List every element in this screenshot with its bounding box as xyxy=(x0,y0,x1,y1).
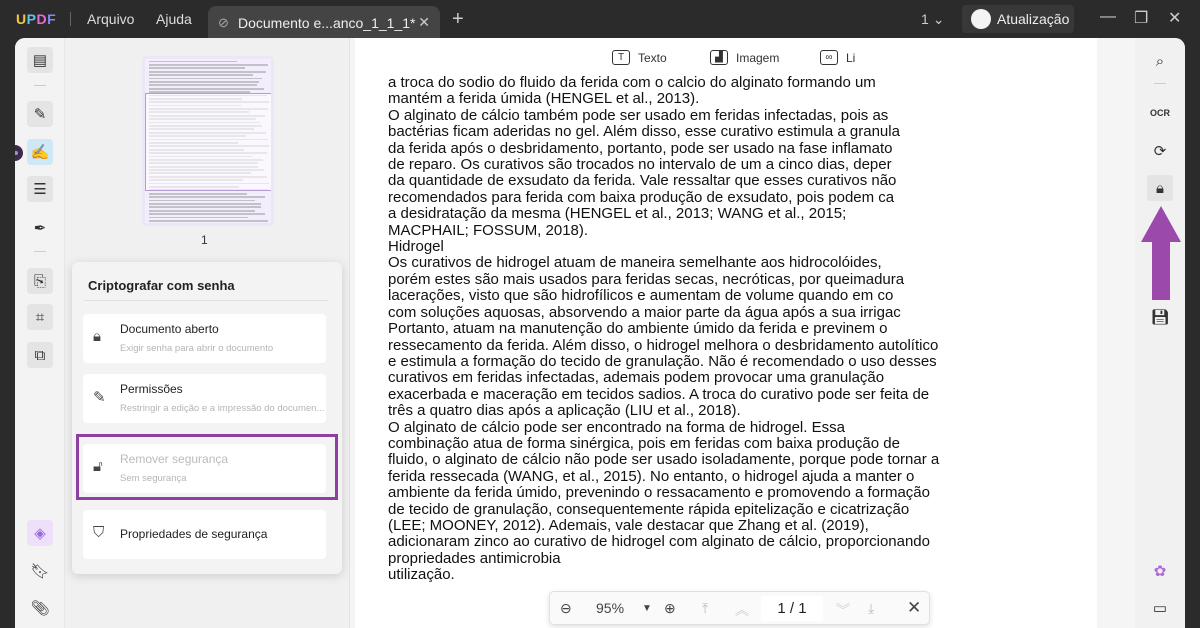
text-line: a desidratação da mesma (HENGEL et al., 2013; WANG et al., 2015; xyxy=(388,205,847,223)
thumbnail-text-line xyxy=(149,71,266,73)
first-page-icon[interactable]: ⤒ xyxy=(702,600,709,616)
divider xyxy=(34,85,46,86)
sign-icon[interactable]: ✒ xyxy=(33,220,47,237)
shield-icon: ⛉ xyxy=(93,524,105,541)
protect-icon[interactable]: 🔒︎ xyxy=(1147,175,1173,201)
option-title: Documento aberto xyxy=(120,322,219,336)
text-line: de tecido de granulação, consequentemente rápida epitelização e cicatrização xyxy=(388,500,910,518)
text-line: Hidrogel xyxy=(388,238,444,256)
text-line: mantém a ferida úmida (HENGEL et al., 2013). xyxy=(388,90,700,108)
text-line: da ferida após o desbridamento, portanto, pode ser usado na fase inflamato xyxy=(388,139,893,157)
close-window-button[interactable]: ✕ xyxy=(1168,10,1182,27)
thumbnail-text-line xyxy=(149,217,248,219)
right-tool-rail xyxy=(1135,38,1185,628)
text-line: utilização. xyxy=(388,566,455,584)
text-line: MACPHAIL; FOSSUM, 2018). xyxy=(388,221,589,239)
zoom-level[interactable]: 95% xyxy=(596,600,625,616)
workspace xyxy=(15,38,1185,628)
close-tab-icon[interactable]: ✕ xyxy=(418,14,430,30)
previous-page-icon[interactable]: ︽ xyxy=(735,602,749,618)
add-image-button[interactable] xyxy=(710,50,779,65)
next-page-icon[interactable]: ︾ xyxy=(836,602,850,618)
thumbnail-text-line xyxy=(149,64,268,66)
text-line: Portanto, atuam na manutenção do ambiente úmido da ferida e previnem o xyxy=(388,320,888,338)
update-button[interactable] xyxy=(962,5,1074,33)
divider xyxy=(70,12,71,26)
option-subtitle: Exigir senha para abrir o documento xyxy=(120,343,274,354)
edit-pdf-icon[interactable]: ✍ xyxy=(27,139,53,165)
link-icon: ∞ xyxy=(820,50,838,65)
image-icon: ▟ xyxy=(710,50,728,65)
thumbnail-text-line xyxy=(149,200,255,202)
divider xyxy=(1154,83,1166,84)
text-label: Texto xyxy=(638,50,667,65)
text-line: ferida ressecada (WANG, et al., 2015). No entanto, o hidrogel ajuda a manter o xyxy=(388,467,915,485)
text-line: recomendados para ferida com baixa produção de exsudato, pois podem ca xyxy=(388,188,895,206)
pdf-page xyxy=(355,38,1097,628)
text-line: da quantidade de exsudato da ferida. Vale ressaltar que esses curativos não xyxy=(388,172,897,190)
ocr-icon[interactable]: OCR xyxy=(1150,108,1170,118)
reader-icon[interactable]: ▤ xyxy=(27,47,53,73)
edit-file-icon: ✎ xyxy=(93,389,106,406)
search-icon[interactable]: ⌕ xyxy=(1155,52,1165,70)
highlighter-icon[interactable]: ✎ xyxy=(27,101,53,127)
add-text-button[interactable] xyxy=(612,50,667,65)
text-line: e estimula a formação do tecido de granulação. Não é recomendado o uso desses xyxy=(388,352,937,370)
zoom-out-icon[interactable]: ⊖ xyxy=(560,600,572,616)
text-line: curativos em feridas infectadas, ademais podem provocar uma granulação xyxy=(388,369,885,387)
new-tab-button[interactable]: + xyxy=(452,8,464,30)
edit-toolbar xyxy=(350,38,1135,72)
update-label: Atualização xyxy=(997,11,1070,27)
thumbnail-text-line xyxy=(149,210,255,212)
text-line: adicionaram zinco ao curativo de hidrogel com alginato de cálcio, proporcionando xyxy=(388,533,930,551)
document-text[interactable] xyxy=(388,75,939,584)
page-number-input[interactable]: 1 / 1 xyxy=(761,596,823,621)
crop-icon[interactable]: ⌗ xyxy=(27,304,53,330)
option-title: Permissões xyxy=(120,382,183,396)
convert-icon[interactable]: ⟳ xyxy=(1153,143,1167,160)
text-line: bactérias ficam aderidas no gel. Além disso, esse curativo estimula a granula xyxy=(388,123,900,141)
thumbnail-text-line xyxy=(149,203,261,205)
left-tool-rail xyxy=(15,38,65,628)
watermark-icon[interactable]: ⧉ xyxy=(27,342,53,368)
thumbnail-text-line xyxy=(149,81,259,83)
restore-button[interactable]: ❐ xyxy=(1134,10,1149,27)
chevron-down-icon: ⌄ xyxy=(932,11,945,27)
close-zoombar-icon[interactable]: ✕ xyxy=(907,598,922,617)
thumbnail-text-line xyxy=(149,196,265,198)
panel-title: Criptografar com senha xyxy=(88,278,235,293)
comment-icon[interactable]: ▭ xyxy=(1152,600,1168,617)
text-line: combinação atua de forma sinérgica, pois em feridas com baixa produção de xyxy=(388,434,900,452)
text-line: lacerações, visto que são hidrofílicos e aumentam de volume quando em co xyxy=(388,287,894,305)
tab-title: Documento e...anco_1_1_1* xyxy=(238,15,416,31)
avatar xyxy=(971,9,991,29)
document-area xyxy=(350,38,1135,628)
text-line: O alginato de cálcio também pode ser usado em feridas infectadas, pois as xyxy=(388,106,889,124)
menu-arquivo[interactable]: Arquivo xyxy=(87,11,135,27)
title-bar xyxy=(0,0,1200,38)
text-line: propriedades antimicrobia xyxy=(388,549,561,567)
security-properties-option[interactable] xyxy=(83,510,326,559)
open-password-option[interactable] xyxy=(83,314,326,363)
option-subtitle: Sem segurança xyxy=(120,473,187,484)
window-selector[interactable] xyxy=(921,11,944,28)
viewport-indicator[interactable] xyxy=(145,93,273,191)
divider xyxy=(84,300,328,301)
thumbnail-text-line xyxy=(149,84,257,86)
add-link-button[interactable] xyxy=(820,50,855,65)
minimize-button[interactable]: — xyxy=(1100,8,1116,25)
last-page-icon[interactable]: ⤓ xyxy=(868,600,875,616)
link-label: Li xyxy=(846,50,856,65)
divider xyxy=(34,251,46,252)
thumbnail-text-line xyxy=(149,78,262,80)
zoom-bar xyxy=(549,591,930,625)
text-line: de reparo. Os curativos são trocados no intervalo de um a cinco dias, deper xyxy=(388,156,892,174)
updf-logo: UPDF xyxy=(16,11,57,27)
page-thumbnail[interactable] xyxy=(142,56,274,226)
unlock-icon: 🔓︎ xyxy=(93,458,103,475)
highlight-box xyxy=(76,434,338,500)
text-line: fluido, o alginato de cálcio não pode ser usado isoladamente, porque pode tornar a xyxy=(388,451,940,469)
text-line: três a quatro dias após a aplicação (LIU et al., 2018). xyxy=(388,402,741,420)
text-line: Os curativos de hidrogel atuam de maneira semelhante aos hidrocolóides, xyxy=(388,254,882,272)
option-title: Propriedades de segurança xyxy=(120,527,268,541)
thumbnail-text-line xyxy=(149,220,268,222)
layers-icon[interactable]: ◈ xyxy=(27,520,53,546)
bookmark-icon[interactable]: 🔖︎ xyxy=(30,563,50,580)
menu-ajuda[interactable]: Ajuda xyxy=(156,11,192,27)
organize-pages-icon[interactable]: ⎘ xyxy=(27,268,53,294)
text-icon: T xyxy=(612,50,630,65)
annotation-arrow-icon xyxy=(1141,206,1181,300)
option-title: Remover segurança xyxy=(120,452,229,466)
permissions-option[interactable] xyxy=(83,374,326,423)
edit-off-icon: ⊘ xyxy=(218,15,229,30)
document-tab[interactable] xyxy=(208,6,440,38)
lock-file-icon: 🔒︎ xyxy=(93,328,101,345)
thumbnail-text-line xyxy=(149,74,253,76)
option-subtitle: Restringir a edição e a impressão do documen... xyxy=(120,403,325,414)
thumbnail-text-line xyxy=(149,61,237,63)
zoom-in-icon[interactable]: ⊕ xyxy=(664,600,676,616)
text-line: porém estes são mais usados para feridas secas, necróticas, por queimadura xyxy=(388,270,905,288)
zoom-dropdown-icon[interactable]: ▼ xyxy=(642,603,652,614)
text-line: O alginato de cálcio pode ser encontrado na forma de hidrogel. Essa xyxy=(388,418,845,436)
thumbnail-text-line xyxy=(149,193,247,195)
save-icon[interactable]: 💾︎ xyxy=(1150,309,1170,326)
text-line: exacerbada e maceração em tecidos sadios. A troca do curativo pode ser feita de xyxy=(388,385,930,403)
window-count: 1 xyxy=(921,11,929,27)
text-line: a troca do sodio do fluido da ferida com o calcio do alginato formando um xyxy=(388,74,876,91)
thumbnail-text-line xyxy=(149,67,245,69)
text-line: ressecamento da ferida. Além disso, o hidrogel melhora o desbridamento autolítico xyxy=(388,336,939,354)
form-icon[interactable]: ☰ xyxy=(27,176,53,202)
thumbnail-page-number: 1 xyxy=(201,233,208,247)
thumbnail-text-line xyxy=(149,213,265,215)
text-line: (LEE; MOONEY, 2012). Ademais, vale destacar que Zhang et al. (2019), xyxy=(388,516,869,534)
thumbnail-text-line xyxy=(149,88,264,90)
text-line: ambiente da ferida úmido, prevenindo o ressacamento e promovendo a formação xyxy=(388,484,930,502)
security-panel xyxy=(72,262,342,574)
attachment-icon[interactable]: 📎︎ xyxy=(30,600,50,617)
thumbnail-text-line xyxy=(149,206,261,208)
ai-assistant-icon[interactable]: ✿ xyxy=(1153,563,1167,580)
image-label: Imagem xyxy=(736,50,780,65)
text-line: com soluções aquosas, absorvendo a maior parte da água após a sua irrigac xyxy=(388,303,901,321)
